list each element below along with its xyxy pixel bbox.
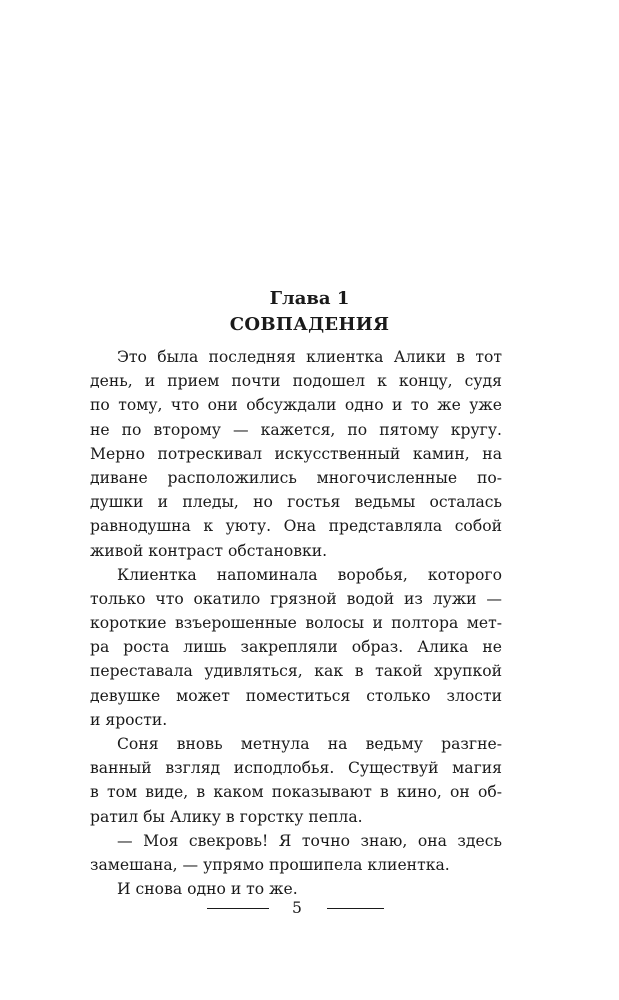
body-line: равнодушна к уюту. Она представляла собой — [90, 517, 502, 536]
body-line: Клиентка напоминала воробья, которого — [117, 565, 502, 584]
body-line: короткие взъерошенные волосы и полтора мет- — [90, 614, 502, 633]
body-line: в том виде, в каком показывают в кино, он об- — [90, 783, 502, 802]
body-line: переставала удивляться, как в такой хрупкой — [90, 662, 502, 681]
body-line: и ярости. — [90, 710, 168, 729]
body-line: диване расположились многочисленные по- — [90, 468, 502, 487]
body-line: не по второму — кажется, по пятому кругу. — [90, 420, 502, 439]
body-line: ра роста лишь закрепляли образ. Алика не — [90, 638, 502, 657]
body-line: только что окатило грязной водой из лужи — — [90, 589, 502, 608]
body-line: И снова одно и то же. — [117, 880, 298, 899]
body-line: Это была последняя клиентка Алики в тот — [117, 348, 502, 366]
body-line: живой контраст обстановки. — [90, 541, 328, 560]
chapter-title: СОВПАДЕНИЯ — [229, 314, 390, 335]
body-line: по тому, что они обсуждали одно и то же уже — [90, 396, 502, 415]
chapter-body — [90, 345, 502, 901]
body-line: — Моя свекровь! Я точно знаю, она здесь — [117, 831, 502, 850]
page-number: 5 — [292, 899, 302, 917]
footer-rule-right — [327, 908, 384, 909]
body-line: день, и прием почти подошел к концу, судя — [90, 372, 502, 391]
chapter-number: Глава 1 — [269, 288, 350, 309]
body-line: ванный взгляд исподлобья. Существуй магия — [90, 759, 502, 778]
body-line: замешана, — упрямо прошипела клиентка. — [90, 855, 450, 874]
body-line: Соня вновь метнула на ведьму разгне- — [117, 735, 502, 753]
body-line: ратил бы Алику в горстку пепла. — [90, 807, 363, 826]
body-line: душки и пледы, но гостья ведьмы осталась — [90, 493, 502, 512]
body-line: Мерно потрескивал искусственный камин, на — [90, 444, 502, 463]
body-line: девушке может поместиться столько злости — [90, 686, 502, 705]
page-footer — [0, 896, 619, 920]
footer-rule-left — [207, 908, 269, 909]
